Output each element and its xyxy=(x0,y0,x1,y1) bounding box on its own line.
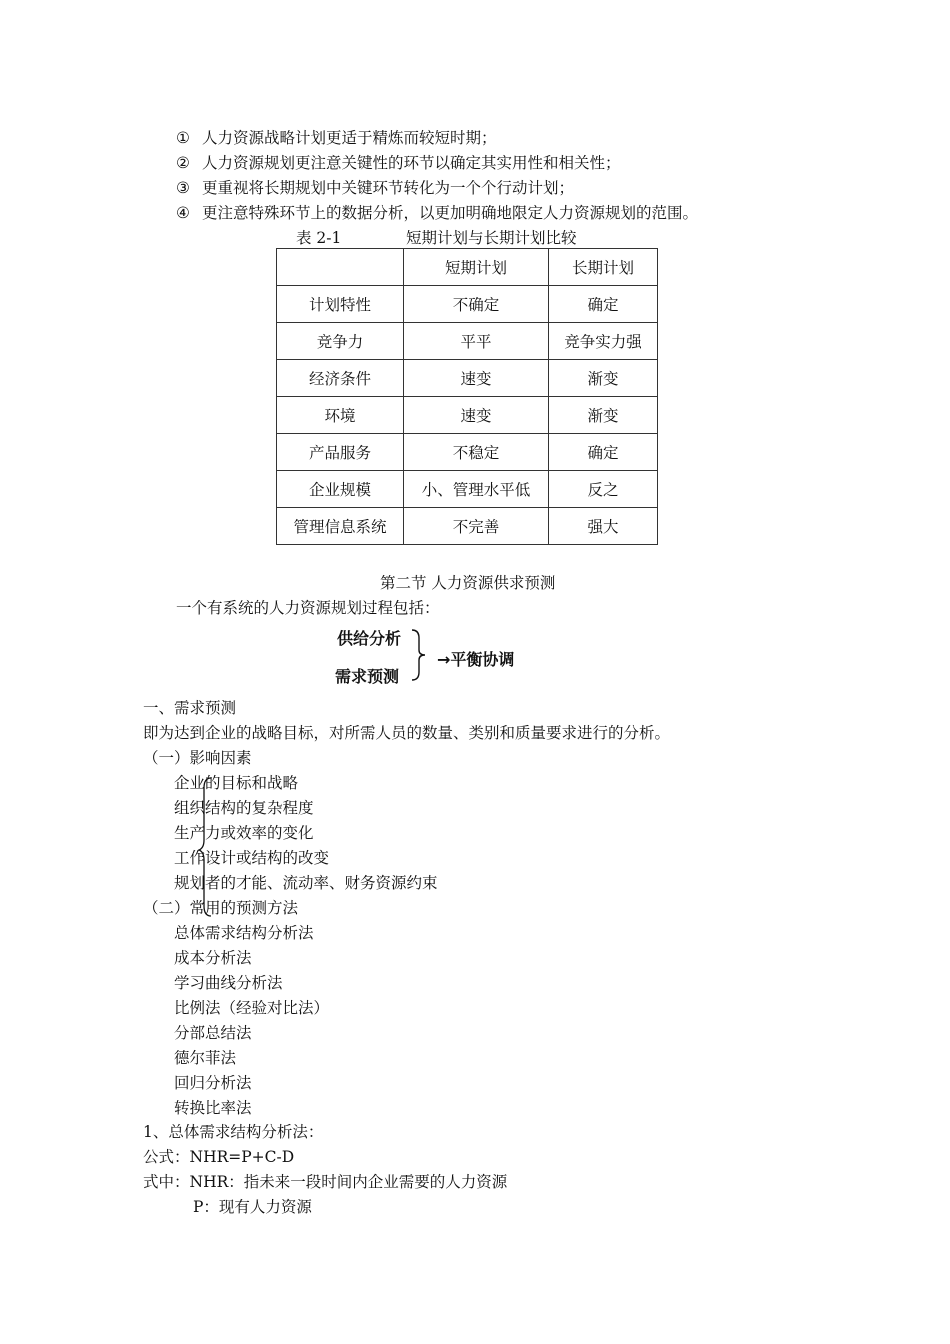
list-text: 人力资源战略计划更适于精炼而较短时期； xyxy=(202,129,497,147)
table-row xyxy=(277,508,658,545)
table-cell: 管理信息系统 xyxy=(277,508,404,545)
factor-item: 企业的目标和战略 xyxy=(174,774,299,792)
table-caption-title: 短期计划与长期计划比较 xyxy=(406,229,577,247)
table-row xyxy=(277,434,658,471)
method-item: 德尔菲法 xyxy=(174,1049,237,1067)
table-header-cell xyxy=(277,249,404,286)
list-item-2 xyxy=(176,153,621,173)
diagram-demand-label: 需求预测 xyxy=(335,667,400,686)
table-cell: 强大 xyxy=(549,508,658,545)
demand-definition: 即为达到企业的战略目标，对所需人员的数量、类别和质量要求进行的分析。 xyxy=(143,724,671,742)
table-cell: 速变 xyxy=(404,397,549,434)
list-number: ① xyxy=(176,129,190,147)
planning-diagram xyxy=(333,622,533,686)
list-item-3 xyxy=(176,178,574,198)
table-cell: 渐变 xyxy=(549,397,658,434)
table-cell: 计划特性 xyxy=(277,286,404,323)
method-item: 转换比率法 xyxy=(174,1099,252,1117)
table-cell: 速变 xyxy=(404,360,549,397)
factor-item: 组织结构的复杂程度 xyxy=(174,799,314,817)
table-cell: 竞争力 xyxy=(277,323,404,360)
table-header-cell: 短期计划 xyxy=(404,249,549,286)
factor-item: 生产力或效率的变化 xyxy=(174,824,314,842)
factor-item: 工作设计或结构的改变 xyxy=(174,849,330,867)
list-text: 更注意特殊环节上的数据分析，以更加明确地限定人力资源规划的范围。 xyxy=(202,204,699,222)
table-cell: 确定 xyxy=(549,434,658,471)
table-cell: 经济条件 xyxy=(277,360,404,397)
table-row xyxy=(277,286,658,323)
factors-heading: （一）影响因素 xyxy=(143,749,252,767)
factor-item: 规划者的才能、流动率、财务资源约束 xyxy=(174,874,438,892)
table-cell: 平平 xyxy=(404,323,549,360)
table-cell: 环境 xyxy=(277,397,404,434)
table-cell: 不确定 xyxy=(404,286,549,323)
list-number: ③ xyxy=(176,179,190,197)
list-item-1 xyxy=(176,128,497,148)
table-row xyxy=(277,471,658,508)
table-row xyxy=(277,397,658,434)
method-item: 比例法（经验对比法） xyxy=(174,999,330,1017)
table-header-row xyxy=(277,249,658,286)
table-row xyxy=(277,360,658,397)
intro-text: 一个有系统的人力资源规划过程包括： xyxy=(176,599,440,617)
diagram-result-label: →平衡协调 xyxy=(437,650,515,669)
table-cell: 小、管理水平低 xyxy=(404,471,549,508)
list-number: ② xyxy=(176,154,190,172)
method-item: 成本分析法 xyxy=(174,949,252,967)
diagram-brace-icon xyxy=(409,628,429,682)
table-caption-number: 表 2-1 xyxy=(296,229,342,247)
table-cell: 渐变 xyxy=(549,360,658,397)
formula-where xyxy=(143,1172,507,1192)
list-text: 人力资源规划更注意关键性的环节以确定其实用性和相关性； xyxy=(202,154,621,172)
formula-line: 公式：NHR=P+C-D xyxy=(143,1148,295,1166)
method-item: 总体需求结构分析法 xyxy=(174,924,314,942)
diagram-supply-label: 供给分析 xyxy=(337,629,402,648)
factors-brace-icon xyxy=(198,776,214,918)
section-title: 第二节 人力资源供求预测 xyxy=(380,574,556,592)
table-cell: 不稳定 xyxy=(404,434,549,471)
table-cell: 反之 xyxy=(549,471,658,508)
table-header-cell: 长期计划 xyxy=(549,249,658,286)
formula-heading: 1、总体需求结构分析法： xyxy=(143,1123,324,1141)
list-number: ④ xyxy=(176,204,190,222)
methods-heading: （二）常用的预测方法 xyxy=(143,899,299,917)
comparison-table xyxy=(276,248,658,545)
table-cell: 确定 xyxy=(549,286,658,323)
list-text: 更重视将长期规划中关键环节转化为一个个行动计划； xyxy=(202,179,575,197)
table-cell: 竞争实力强 xyxy=(549,323,658,360)
table-cell: 不完善 xyxy=(404,508,549,545)
method-item: 分部总结法 xyxy=(174,1024,252,1042)
nhr-definition: NHR：指未来一段时间内企业需要的人力资源 xyxy=(189,1173,508,1191)
p-definition: P：现有人力资源 xyxy=(193,1198,312,1216)
table-cell: 企业规模 xyxy=(277,471,404,508)
table-cell: 产品服务 xyxy=(277,434,404,471)
table-row xyxy=(277,323,658,360)
demand-heading: 一、需求预测 xyxy=(143,699,237,717)
method-item: 回归分析法 xyxy=(174,1074,252,1092)
list-item-4 xyxy=(176,203,698,223)
method-item: 学习曲线分析法 xyxy=(174,974,283,992)
where-label: 式中： xyxy=(143,1173,190,1191)
